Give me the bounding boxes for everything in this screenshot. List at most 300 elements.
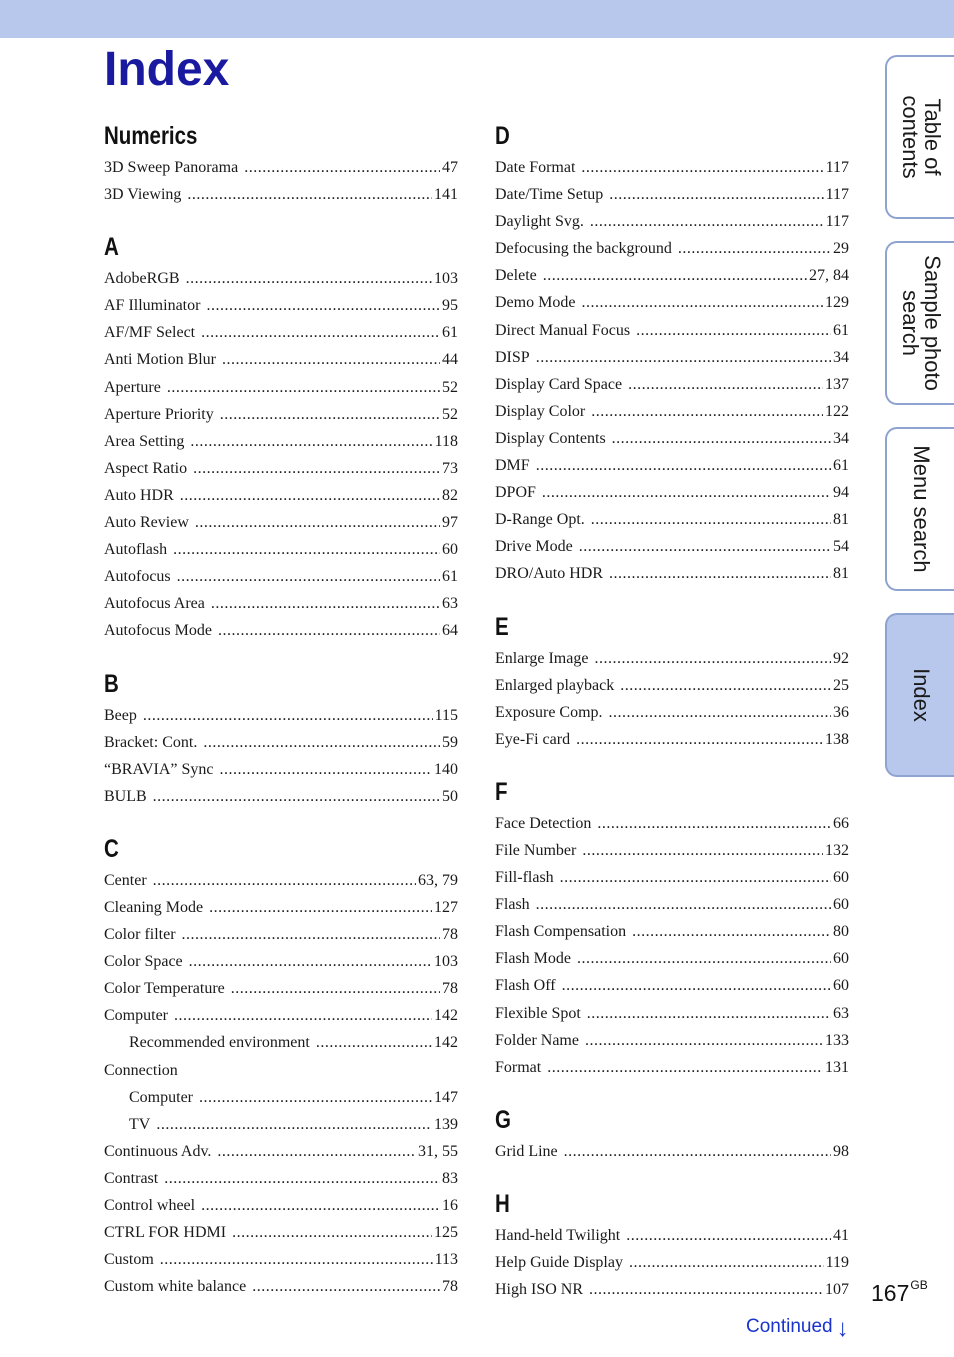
dot-leader bbox=[160, 1246, 433, 1273]
dot-leader bbox=[609, 699, 831, 726]
dot-leader bbox=[594, 645, 831, 672]
entry-page: 103 bbox=[434, 953, 458, 971]
dot-leader bbox=[199, 1084, 432, 1111]
entry-term: AF Illuminator bbox=[104, 297, 201, 315]
entry-term: Daylight Svg. bbox=[495, 213, 584, 231]
entry-term: Computer bbox=[129, 1088, 193, 1106]
dot-leader bbox=[626, 1222, 831, 1249]
index-entry[interactable] bbox=[495, 1054, 849, 1081]
dot-leader bbox=[591, 506, 831, 533]
dot-leader bbox=[579, 533, 831, 560]
index-entry[interactable] bbox=[495, 918, 849, 945]
entry-term: Flash Off bbox=[495, 977, 556, 995]
entry-page: 63 bbox=[833, 1004, 849, 1022]
dot-leader bbox=[581, 154, 823, 181]
entry-term: Flash Mode bbox=[495, 950, 571, 968]
tab-label: Sample photo search bbox=[897, 255, 945, 391]
continued-link[interactable] bbox=[746, 1315, 849, 1342]
entry-page: 142 bbox=[434, 1007, 458, 1025]
index-entry[interactable] bbox=[104, 756, 458, 783]
entry-term: DISP bbox=[495, 348, 530, 366]
entry-term: Contrast bbox=[104, 1169, 159, 1187]
entry-page: 27, 84 bbox=[809, 267, 849, 285]
section-heading: F bbox=[495, 777, 508, 806]
entry-page: 131 bbox=[825, 1058, 849, 1076]
entry-page: 113 bbox=[434, 1251, 458, 1269]
index-entry[interactable] bbox=[495, 1027, 849, 1054]
entry-page: 117 bbox=[825, 186, 849, 204]
entry-term: Fill-flash bbox=[495, 869, 554, 887]
dot-leader bbox=[582, 837, 823, 864]
entry-term: Color Space bbox=[104, 953, 183, 971]
index-entry[interactable] bbox=[495, 154, 849, 181]
index-entry[interactable] bbox=[104, 563, 458, 590]
entry-term: Custom bbox=[104, 1251, 154, 1269]
entry-page: 52 bbox=[442, 378, 458, 396]
index-section bbox=[495, 1102, 849, 1165]
section-heading: A bbox=[104, 233, 119, 262]
index-section bbox=[104, 831, 458, 1301]
dot-leader bbox=[536, 891, 831, 918]
index-entry[interactable] bbox=[104, 154, 458, 181]
entry-page: 115 bbox=[434, 706, 458, 724]
entry-term: Eye-Fi card bbox=[495, 730, 571, 748]
entry-term: Autoflash bbox=[104, 541, 168, 559]
entry-term: Folder Name bbox=[495, 1031, 579, 1049]
index-entry[interactable] bbox=[495, 810, 849, 837]
index-entry[interactable] bbox=[495, 672, 849, 699]
index-entry[interactable] bbox=[104, 401, 458, 428]
entry-term: Color filter bbox=[104, 926, 176, 944]
dot-leader bbox=[189, 948, 432, 975]
entry-page: 60 bbox=[833, 896, 849, 914]
entry-page: 16 bbox=[442, 1197, 458, 1214]
entry-term: D-Range Opt. bbox=[495, 511, 585, 529]
entry-page: 92 bbox=[833, 649, 849, 667]
entry-page: 98 bbox=[833, 1142, 849, 1160]
index-entry[interactable] bbox=[495, 864, 849, 891]
dot-leader bbox=[153, 867, 416, 894]
entry-term: Cleaning Mode bbox=[104, 898, 204, 916]
index-section bbox=[495, 774, 849, 1081]
entry-page: 125 bbox=[434, 1224, 458, 1242]
index-entry[interactable] bbox=[495, 398, 849, 425]
dot-leader bbox=[143, 702, 433, 729]
section-heading: G bbox=[495, 1105, 511, 1134]
dot-leader bbox=[576, 726, 823, 753]
index-section bbox=[104, 229, 458, 644]
entry-page: 47 bbox=[442, 159, 458, 176]
dot-leader bbox=[628, 371, 823, 398]
entry-term: DMF bbox=[495, 457, 530, 475]
entry-page: 60 bbox=[442, 541, 458, 559]
entry-term: Help Guide Display bbox=[495, 1254, 623, 1271]
index-section bbox=[495, 118, 849, 588]
index-entry[interactable] bbox=[104, 702, 458, 729]
entry-term: AdobeRGB bbox=[104, 270, 180, 288]
index-column-right bbox=[495, 118, 849, 1324]
entry-page: 81 bbox=[833, 511, 849, 529]
dot-leader bbox=[186, 265, 432, 292]
entry-page: 107 bbox=[825, 1281, 849, 1299]
index-entry[interactable] bbox=[104, 894, 458, 921]
dot-leader bbox=[231, 975, 440, 1002]
index-entry[interactable] bbox=[104, 590, 458, 617]
index-entry[interactable] bbox=[104, 617, 458, 644]
section-heading: C bbox=[104, 834, 119, 863]
index-entry[interactable] bbox=[104, 265, 458, 292]
dot-leader bbox=[201, 1192, 440, 1219]
index-entry[interactable] bbox=[495, 289, 849, 316]
entry-term: Display Contents bbox=[495, 429, 606, 447]
entry-page: 61 bbox=[833, 457, 849, 475]
entry-term: Face Detection bbox=[495, 814, 592, 832]
index-entry[interactable] bbox=[104, 374, 458, 401]
entry-page: 63, 79 bbox=[418, 871, 458, 889]
index-entry[interactable] bbox=[104, 1084, 458, 1111]
entry-page: 60 bbox=[833, 950, 849, 968]
entry-term: DPOF bbox=[495, 484, 536, 502]
entry-term: Center bbox=[104, 871, 147, 889]
entry-page: 80 bbox=[833, 923, 849, 941]
entry-term: File Number bbox=[495, 841, 577, 859]
dot-leader bbox=[542, 479, 831, 506]
entry-term: Display Card Space bbox=[495, 375, 623, 393]
index-entry[interactable] bbox=[495, 317, 849, 344]
index-entry[interactable] bbox=[104, 292, 458, 319]
entry-term: 3D Viewing bbox=[104, 186, 182, 204]
index-entry[interactable] bbox=[104, 783, 458, 810]
dot-leader bbox=[629, 1249, 824, 1276]
entry-term: Color Temperature bbox=[104, 980, 225, 998]
entry-term: Hand-held Twilight bbox=[495, 1226, 621, 1244]
entry-page: 60 bbox=[833, 977, 849, 995]
dot-leader bbox=[612, 425, 831, 452]
dot-leader bbox=[222, 346, 440, 373]
entry-page: 138 bbox=[825, 730, 849, 748]
entry-term: Anti Motion Blur bbox=[104, 351, 217, 369]
index-entry[interactable] bbox=[495, 645, 849, 672]
entry-page: 52 bbox=[442, 405, 458, 423]
dot-leader bbox=[203, 729, 440, 756]
entry-page: 29 bbox=[833, 240, 849, 258]
dot-leader bbox=[536, 344, 831, 371]
dot-leader bbox=[193, 455, 440, 482]
index-column-left bbox=[104, 118, 458, 1321]
index-entry bbox=[104, 1057, 458, 1084]
entry-term: BULB bbox=[104, 787, 147, 805]
index-entry[interactable] bbox=[495, 181, 849, 208]
index-entry[interactable] bbox=[495, 533, 849, 560]
entry-page: 61 bbox=[833, 321, 849, 339]
entry-term: Beep bbox=[104, 706, 137, 724]
index-entry[interactable] bbox=[495, 891, 849, 918]
index-entry[interactable] bbox=[495, 344, 849, 371]
index-entry[interactable] bbox=[104, 1273, 458, 1300]
entry-page: 103 bbox=[434, 270, 458, 288]
dot-leader bbox=[201, 319, 440, 346]
index-section bbox=[104, 118, 458, 208]
tab-label: Table of contents bbox=[897, 95, 945, 179]
entry-term: Bracket: Cont. bbox=[104, 733, 198, 751]
index-entry[interactable] bbox=[495, 452, 849, 479]
dot-leader bbox=[180, 482, 440, 509]
dot-leader bbox=[218, 617, 440, 644]
entry-term: Flexible Spot bbox=[495, 1004, 581, 1022]
page-title: Index bbox=[104, 43, 230, 96]
dot-leader bbox=[252, 1273, 440, 1300]
index-entry[interactable] bbox=[104, 867, 458, 894]
entry-term: Exposure Comp. bbox=[495, 703, 603, 721]
dot-leader bbox=[591, 398, 823, 425]
entry-term: Flash bbox=[495, 896, 530, 914]
entry-page: 118 bbox=[434, 432, 458, 450]
dot-leader bbox=[560, 864, 831, 891]
index-entry[interactable] bbox=[495, 262, 849, 289]
dot-leader bbox=[620, 672, 831, 699]
index-entry[interactable] bbox=[495, 945, 849, 972]
side-tabs bbox=[885, 0, 954, 1357]
entry-page: 66 bbox=[833, 814, 849, 832]
tab-menu-search[interactable] bbox=[885, 427, 954, 591]
entry-page: 78 bbox=[442, 980, 458, 998]
dot-leader bbox=[174, 1002, 432, 1029]
index-entry[interactable] bbox=[495, 1138, 849, 1165]
entry-page: 41 bbox=[833, 1226, 849, 1244]
entry-term: High ISO NR bbox=[495, 1281, 584, 1299]
entry-page: 25 bbox=[833, 676, 849, 694]
index-entry[interactable] bbox=[104, 921, 458, 948]
dot-leader bbox=[587, 1000, 831, 1027]
index-entry[interactable] bbox=[495, 1222, 849, 1249]
entry-term: Display Color bbox=[495, 402, 586, 420]
index-section bbox=[104, 666, 458, 810]
entry-page: 36 bbox=[833, 703, 849, 721]
entry-term: Recommended environment bbox=[129, 1034, 310, 1052]
dot-leader bbox=[589, 1276, 823, 1303]
index-entry[interactable] bbox=[104, 948, 458, 975]
entry-page: 140 bbox=[434, 760, 458, 778]
index-entry[interactable] bbox=[104, 729, 458, 756]
tab-table-of-contents[interactable] bbox=[885, 55, 954, 219]
index-entry[interactable] bbox=[495, 506, 849, 533]
dot-leader bbox=[585, 1027, 823, 1054]
entry-term: Format bbox=[495, 1058, 542, 1076]
entry-page: 78 bbox=[442, 926, 458, 944]
entry-page: 50 bbox=[442, 787, 458, 805]
dot-leader bbox=[597, 810, 831, 837]
entry-page: 81 bbox=[833, 565, 849, 583]
dot-leader bbox=[564, 1138, 831, 1165]
entry-term: CTRL FOR HDMI bbox=[104, 1224, 227, 1242]
entry-term: 3D Sweep Panorama bbox=[104, 159, 239, 176]
entry-page: 137 bbox=[825, 375, 849, 393]
entry-page: 44 bbox=[442, 351, 458, 369]
index-entry[interactable] bbox=[104, 509, 458, 536]
index-entry[interactable] bbox=[495, 699, 849, 726]
entry-term: Drive Mode bbox=[495, 538, 573, 556]
dot-leader bbox=[206, 292, 440, 319]
entry-page: 82 bbox=[442, 486, 458, 504]
dot-leader bbox=[536, 452, 831, 479]
dot-leader bbox=[217, 1138, 416, 1165]
index-section bbox=[495, 609, 849, 753]
dot-leader bbox=[609, 560, 831, 587]
index-entry[interactable] bbox=[495, 479, 849, 506]
arrow-down-icon: ↓ bbox=[836, 1315, 849, 1342]
index-entry[interactable] bbox=[104, 1165, 458, 1192]
entry-page: 94 bbox=[833, 484, 849, 502]
entry-page: 34 bbox=[833, 348, 849, 366]
tab-label: Index bbox=[908, 668, 934, 722]
index-entry[interactable] bbox=[104, 536, 458, 563]
index-entry[interactable] bbox=[104, 482, 458, 509]
dot-leader bbox=[632, 918, 831, 945]
page-number bbox=[871, 1280, 928, 1307]
entry-page: 95 bbox=[442, 297, 458, 315]
section-heading: D bbox=[495, 122, 510, 150]
entry-term: Enlarged playback bbox=[495, 676, 615, 694]
section-heading: Numerics bbox=[104, 122, 198, 150]
index-section bbox=[495, 1186, 849, 1303]
dot-leader bbox=[211, 590, 440, 617]
entry-term: Computer bbox=[104, 1007, 168, 1025]
dot-leader bbox=[678, 235, 831, 262]
section-heading: H bbox=[495, 1189, 510, 1218]
index-entry[interactable] bbox=[104, 1002, 458, 1029]
entry-term: TV bbox=[129, 1115, 151, 1133]
entry-page: 54 bbox=[833, 538, 849, 556]
entry-term: Direct Manual Focus bbox=[495, 321, 631, 339]
top-banner bbox=[0, 0, 954, 38]
index-entry[interactable] bbox=[495, 972, 849, 999]
entry-term: Auto Review bbox=[104, 514, 189, 532]
section-heading: B bbox=[104, 669, 119, 698]
index-entry[interactable] bbox=[104, 1246, 458, 1273]
entry-page: 141 bbox=[434, 186, 458, 204]
entry-page: 31, 55 bbox=[418, 1142, 458, 1160]
entry-page: 117 bbox=[825, 159, 849, 176]
dot-leader bbox=[190, 428, 432, 455]
dot-leader bbox=[220, 401, 440, 428]
entry-term: Enlarge Image bbox=[495, 649, 589, 667]
entry-page: 129 bbox=[825, 294, 849, 312]
entry-term: AF/MF Select bbox=[104, 324, 196, 342]
index-entry[interactable] bbox=[495, 1000, 849, 1027]
entry-page: 133 bbox=[825, 1031, 849, 1049]
index-entry[interactable] bbox=[495, 560, 849, 587]
entry-term: Autofocus bbox=[104, 568, 171, 586]
dot-leader bbox=[543, 262, 807, 289]
index-entry[interactable] bbox=[104, 975, 458, 1002]
index-entry[interactable] bbox=[495, 208, 849, 235]
entry-term: Aperture Priority bbox=[104, 405, 214, 423]
entry-term: Aperture bbox=[104, 378, 161, 396]
index-entry[interactable] bbox=[104, 1219, 458, 1246]
entry-term: Control wheel bbox=[104, 1197, 196, 1214]
dot-leader bbox=[244, 154, 440, 181]
entry-term: Date Format bbox=[495, 159, 576, 176]
dot-leader bbox=[187, 181, 432, 208]
index-entry[interactable] bbox=[104, 1192, 458, 1219]
entry-term: Autofocus Area bbox=[104, 595, 205, 613]
index-entry[interactable] bbox=[495, 235, 849, 262]
index-entry[interactable] bbox=[495, 1249, 849, 1276]
entry-page: 78 bbox=[442, 1278, 458, 1296]
entry-page: 59 bbox=[442, 733, 458, 751]
dot-leader bbox=[316, 1029, 432, 1056]
entry-page: 117 bbox=[825, 213, 849, 231]
entry-page: 132 bbox=[825, 841, 849, 859]
dot-leader bbox=[577, 945, 831, 972]
index-entry[interactable] bbox=[104, 455, 458, 482]
entry-term: Flash Compensation bbox=[495, 923, 627, 941]
entry-page: 83 bbox=[442, 1169, 458, 1187]
entry-page: 61 bbox=[442, 324, 458, 342]
entry-term: Continuous Adv. bbox=[104, 1142, 212, 1160]
dot-leader bbox=[167, 374, 440, 401]
dot-leader bbox=[590, 208, 824, 235]
index-entry[interactable] bbox=[495, 837, 849, 864]
entry-term: Autofocus Mode bbox=[104, 622, 212, 640]
index-entry[interactable] bbox=[104, 428, 458, 455]
entry-page: 34 bbox=[833, 429, 849, 447]
page-number-value: 167 bbox=[871, 1280, 910, 1306]
tab-index[interactable] bbox=[885, 613, 954, 777]
index-entry[interactable] bbox=[104, 319, 458, 346]
index-entry[interactable] bbox=[104, 1138, 458, 1165]
index-entry[interactable] bbox=[104, 181, 458, 208]
index-entry[interactable] bbox=[104, 346, 458, 373]
index-entry[interactable] bbox=[104, 1029, 458, 1056]
dot-leader bbox=[182, 921, 440, 948]
dot-leader bbox=[209, 894, 432, 921]
section-heading: E bbox=[495, 612, 509, 641]
tab-sample-photo-search[interactable] bbox=[885, 241, 954, 405]
entry-page: 147 bbox=[434, 1088, 458, 1106]
entry-term: Demo Mode bbox=[495, 294, 576, 312]
entry-term: Date/Time Setup bbox=[495, 186, 604, 204]
entry-page: 139 bbox=[434, 1115, 458, 1133]
index-entry[interactable] bbox=[495, 371, 849, 398]
entry-term: “BRAVIA” Sync bbox=[104, 760, 214, 778]
dot-leader bbox=[195, 509, 440, 536]
dot-leader bbox=[156, 1111, 432, 1138]
entry-page: 73 bbox=[442, 459, 458, 477]
dot-leader bbox=[636, 317, 831, 344]
entry-page: 63 bbox=[442, 595, 458, 613]
entry-page: 60 bbox=[833, 869, 849, 887]
index-entry[interactable] bbox=[495, 726, 849, 753]
dot-leader bbox=[232, 1219, 432, 1246]
index-entry[interactable] bbox=[104, 1111, 458, 1138]
dot-leader bbox=[547, 1054, 823, 1081]
dot-leader bbox=[581, 289, 823, 316]
index-entry[interactable] bbox=[495, 425, 849, 452]
entry-page: 127 bbox=[434, 898, 458, 916]
entry-term: Area Setting bbox=[104, 432, 185, 450]
entry-page: 61 bbox=[442, 568, 458, 586]
continued-label: Continued bbox=[746, 1316, 833, 1337]
entry-term: Auto HDR bbox=[104, 486, 174, 504]
entry-page: 142 bbox=[434, 1034, 458, 1052]
entry-term: Custom white balance bbox=[104, 1278, 247, 1296]
index-entry[interactable] bbox=[495, 1276, 849, 1303]
entry-page: 64 bbox=[442, 622, 458, 640]
tab-label: Menu search bbox=[908, 445, 934, 573]
dot-leader bbox=[164, 1165, 440, 1192]
entry-page: 97 bbox=[442, 514, 458, 532]
